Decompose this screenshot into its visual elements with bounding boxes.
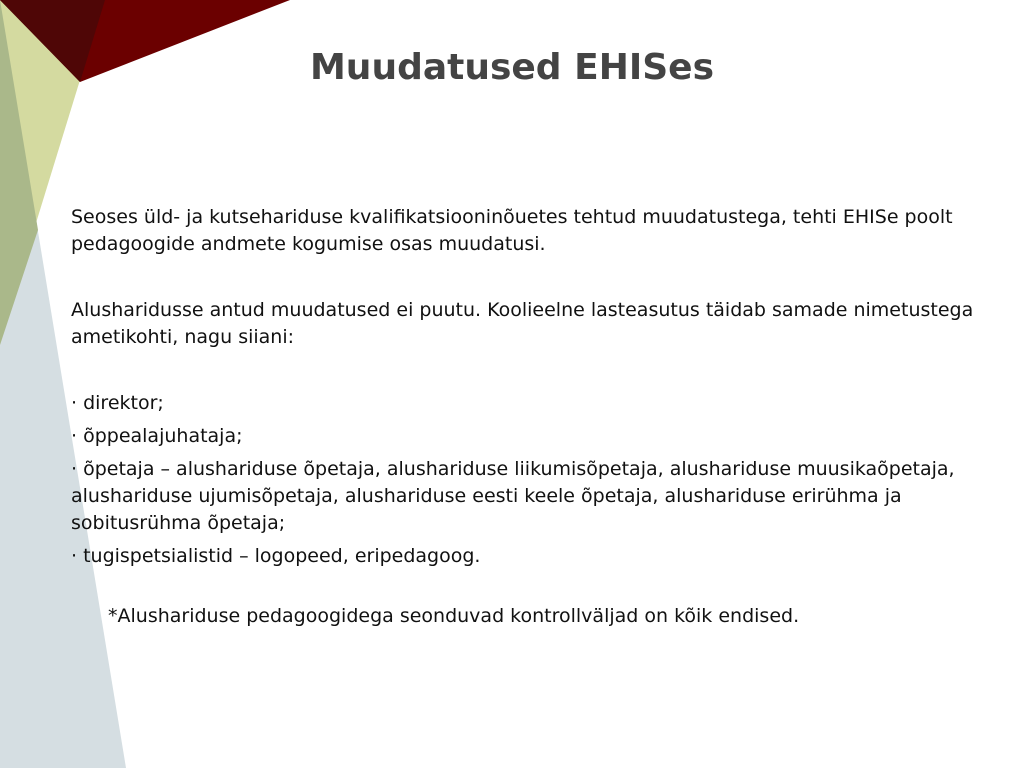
list-item: · direktor; bbox=[71, 392, 164, 414]
position-list bbox=[71, 390, 991, 570]
slide-title: Muudatused EHISes bbox=[309, 47, 714, 88]
paragraph-intro: Seoses üld- ja kutsehariduse kvalifikatsiooninõuetes tehtud muudatustega, tehti EHISe poolt pedagoogide andmete kogumise osas muudatusi. bbox=[71, 206, 953, 255]
list-item: · tugispetsialistid – logopeed, eripedagoog. bbox=[71, 545, 481, 567]
list-item: · õppealajuhataja; bbox=[71, 425, 243, 447]
slide-body bbox=[71, 204, 991, 630]
footnote: *Alushariduse pedagoogidega seonduvad kontrollväljad on kõik endised. bbox=[108, 605, 800, 627]
paragraph-preschool: Alusharidusse antud muudatused ei puutu. Koolieelne lasteasutus täidab samade nimetustega ametikohti, nagu siiani: bbox=[71, 299, 974, 348]
list-item: · õpetaja – alushariduse õpetaja, alushariduse liikumisõpetaja, alushariduse muusikaõpetaja, alushariduse ujumisõpetaja, alushariduse eesti keele õpetaja, alushariduse erirühma ja sobitusrühma õpetaja; bbox=[71, 458, 955, 534]
